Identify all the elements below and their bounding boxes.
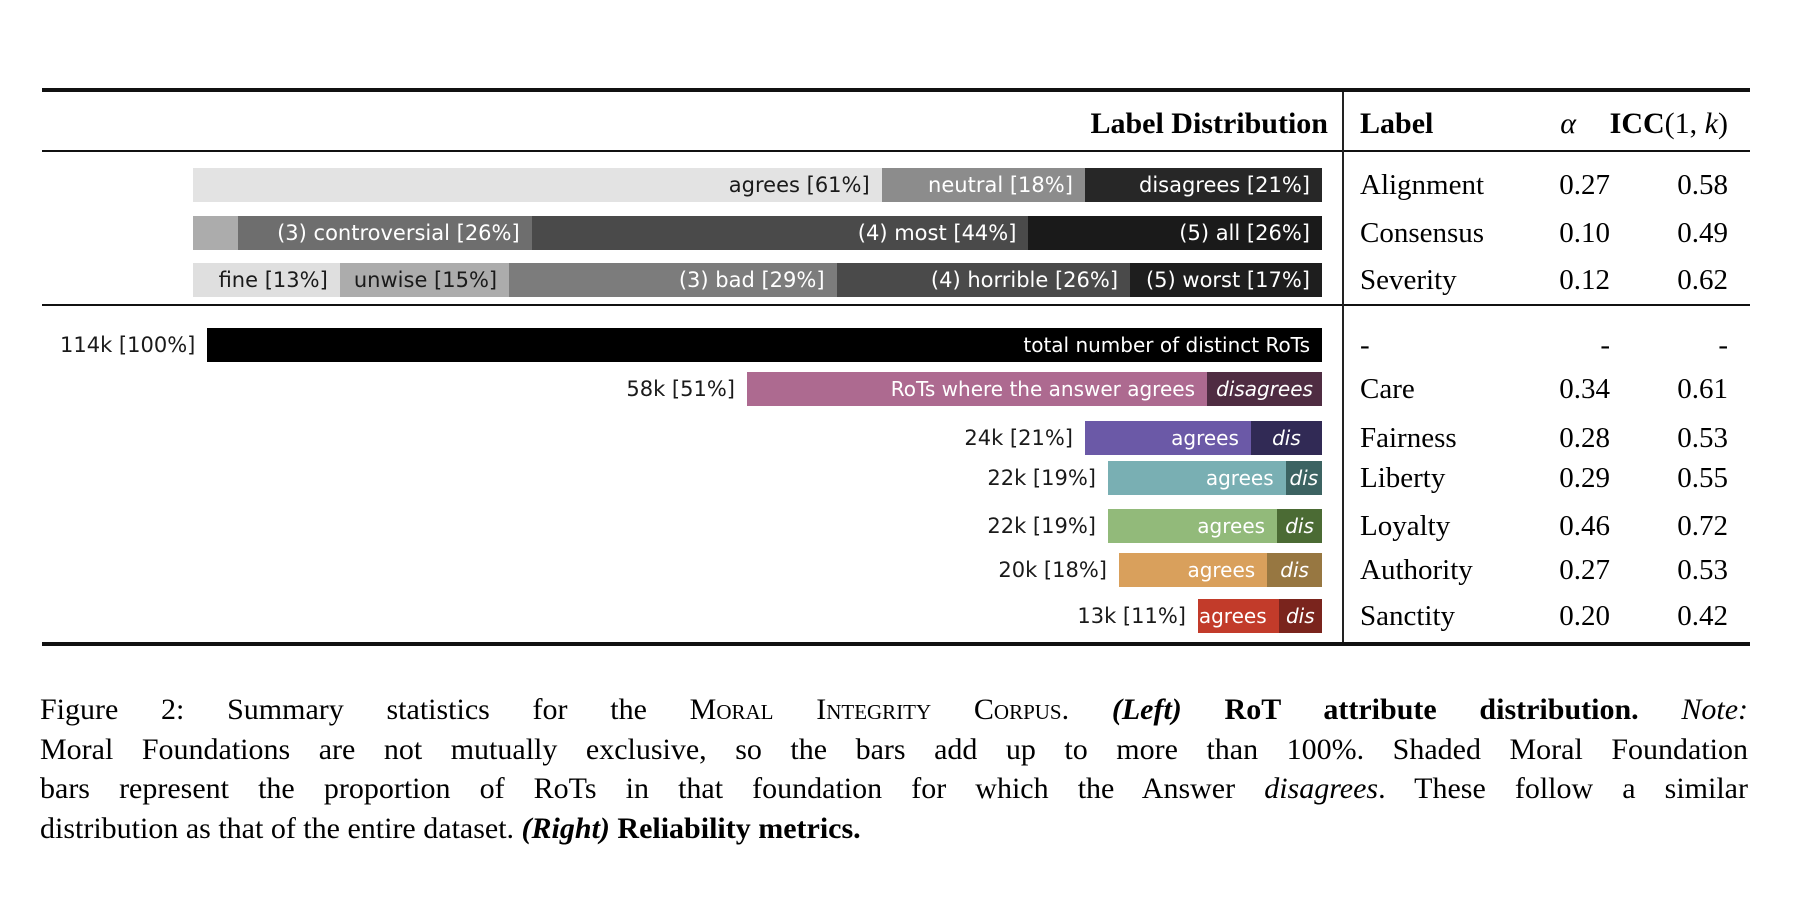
alpha-value: 0.27 (1559, 554, 1610, 586)
care-count-label: 58k [51%] (626, 377, 735, 401)
icc-value: 0.58 (1677, 169, 1728, 201)
reliability-row-consensus (1360, 216, 1728, 250)
authority-bar (1119, 553, 1322, 587)
icc-column-header (1580, 104, 1728, 144)
reliability-row-alignment (1360, 168, 1728, 202)
reliability-row-sanctity (1360, 599, 1728, 633)
authority-count-label: 20k [18%] (998, 558, 1107, 582)
caption-text-run: . (1061, 693, 1112, 726)
alpha-value: 0.29 (1559, 462, 1610, 494)
caption-text-run: (Left) (1111, 693, 1182, 726)
icc-value: 0.62 (1677, 264, 1728, 296)
total-count-label: 114k [100%] (60, 333, 196, 357)
icc-header-close: ) (1718, 107, 1728, 140)
icc-value: 0.61 (1677, 373, 1728, 405)
icc-value: - (1718, 329, 1728, 361)
loyalty-row (60, 509, 1322, 543)
alpha-value: 0.20 (1559, 600, 1610, 632)
table-rule-under-header (42, 150, 1750, 152)
foundation-label: - (1360, 329, 1370, 361)
reliability-row-total (1360, 328, 1728, 362)
alpha-column-header: α (1560, 107, 1576, 140)
liberty-row (60, 461, 1322, 495)
figure-caption (40, 690, 1748, 848)
caption-text-run: disagrees (1264, 772, 1379, 805)
loyalty-count-label: 22k [19%] (987, 514, 1096, 538)
severity-segment-2: (3) bad [29%] (509, 263, 836, 297)
icc-value: 0.53 (1677, 422, 1728, 454)
sanctity-count-label: 13k [11%] (1077, 604, 1186, 628)
caption-text-run: Moral Foundations are not mutually exclusive, so the bars add up to more than 100%. Shaded Moral Foundation (40, 732, 1748, 766)
foundation-label: Alignment (1360, 169, 1485, 201)
caption-text-run: Moral Integrity Corpus (689, 693, 1062, 726)
label-distribution-header: Label Distribution (1090, 107, 1328, 140)
icc-header-k: k (1704, 107, 1718, 140)
consensus-segment-3: (5) all [26%] (1028, 216, 1322, 250)
consensus-segment-1: (3) controversial [26%] (238, 216, 532, 250)
authority-disagrees-segment: dis (1267, 553, 1322, 587)
fairness-count-label: 24k [21%] (964, 426, 1073, 450)
caption-line-1 (40, 690, 1748, 730)
alpha-value: 0.46 (1559, 510, 1610, 542)
fairness-disagrees-segment: dis (1251, 421, 1322, 455)
foundation-label: Liberty (1360, 462, 1446, 494)
icc-header-bold: ICC (1609, 107, 1665, 140)
reliability-row-care (1360, 372, 1728, 406)
sanctity-disagrees-segment: dis (1279, 599, 1322, 633)
reliability-row-fairness (1360, 421, 1728, 455)
sanctity-bar (1198, 599, 1322, 633)
liberty-agrees-segment: agrees (1108, 461, 1286, 495)
fairness-agrees-segment: agrees (1085, 421, 1251, 455)
alpha-value: 0.27 (1559, 169, 1610, 201)
alpha-value: 0.28 (1559, 422, 1610, 454)
foundation-label: Sanctity (1360, 600, 1456, 632)
icc-value: 0.55 (1677, 462, 1728, 494)
authority-agrees-segment: agrees (1119, 553, 1267, 587)
alpha-value: 0.10 (1559, 217, 1610, 249)
table-rule-bottom (42, 642, 1750, 646)
caption-text-run: Figure 2: Summary statistics for the (40, 693, 690, 726)
loyalty-disagrees-segment: dis (1277, 509, 1322, 543)
icc-value: 0.49 (1677, 217, 1728, 249)
caption-text-run: Note: (1681, 693, 1749, 726)
table-rule-middle (42, 304, 1750, 306)
total-agrees-segment: total number of distinct RoTs (207, 328, 1322, 362)
label-column-header: Label (1360, 107, 1434, 140)
fairness-bar (1085, 421, 1322, 455)
liberty-bar (1108, 461, 1322, 495)
caption-text-run: . These follow a similar (1378, 772, 1748, 805)
total-bar (207, 328, 1322, 362)
foundation-label: Fairness (1360, 422, 1457, 454)
reliability-row-loyalty (1360, 509, 1728, 543)
consensus-distribution-bar (193, 216, 1322, 250)
liberty-count-label: 22k [19%] (987, 466, 1096, 490)
severity-segment-3: (4) horrible [26%] (837, 263, 1131, 297)
reliability-row-severity (1360, 263, 1728, 297)
alignment-segment-1: neutral [18%] (882, 168, 1085, 202)
caption-text-run: distribution as that of the entire dataset. (40, 811, 522, 845)
reliability-row-authority (1360, 553, 1728, 587)
consensus-segment-0 (193, 216, 238, 250)
caption-text-run: bars represent the proportion of RoTs in that foundation for which the Answer (40, 772, 1265, 805)
sanctity-agrees-segment: agrees (1198, 599, 1279, 633)
alignment-segment-2: disagrees [21%] (1085, 168, 1322, 202)
icc-header-paren: (1, (1664, 107, 1705, 140)
alignment-distribution-bar (193, 168, 1322, 202)
alignment-segment-0: agrees [61%] (193, 168, 882, 202)
foundation-label: Care (1360, 373, 1415, 405)
consensus-segment-2: (4) most [44%] (532, 216, 1029, 250)
severity-segment-4: (5) worst [17%] (1130, 263, 1322, 297)
liberty-disagrees-segment: dis (1286, 461, 1322, 495)
severity-distribution-bar (193, 263, 1322, 297)
column-divider (1342, 92, 1344, 642)
alpha-value: - (1600, 329, 1610, 361)
caption-text-run: Reliability metrics. (617, 811, 861, 845)
foundation-label: Severity (1360, 264, 1457, 296)
total-row (60, 328, 1322, 362)
foundation-label: Consensus (1360, 217, 1485, 249)
table-rule-top (42, 88, 1750, 92)
care-agrees-segment: RoTs where the answer agrees (747, 372, 1207, 406)
loyalty-agrees-segment: agrees (1108, 509, 1277, 543)
caption-line-4 (40, 809, 1748, 849)
care-row (60, 372, 1322, 406)
reliability-row-liberty (1360, 461, 1728, 495)
severity-segment-1: unwise [15%] (340, 263, 509, 297)
authority-row (60, 553, 1322, 587)
caption-text-run (1182, 693, 1225, 726)
sanctity-row (60, 599, 1322, 633)
caption-text-run: (Right) (521, 811, 610, 845)
foundation-label: Loyalty (1360, 510, 1451, 542)
alpha-value: 0.12 (1559, 264, 1610, 296)
icc-value: 0.42 (1677, 600, 1728, 632)
caption-line-3 (40, 769, 1748, 809)
foundation-label: Authority (1360, 554, 1473, 586)
severity-segment-0: fine [13%] (193, 263, 340, 297)
caption-line-2 (40, 730, 1748, 770)
care-disagrees-segment: disagrees (1207, 372, 1322, 406)
loyalty-bar (1108, 509, 1322, 543)
icc-value: 0.72 (1677, 510, 1728, 542)
icc-value: 0.53 (1677, 554, 1728, 586)
alpha-value: 0.34 (1559, 373, 1610, 405)
caption-text-run: RoT attribute distribution. (1224, 693, 1682, 726)
fairness-row (60, 421, 1322, 455)
care-bar (747, 372, 1322, 406)
